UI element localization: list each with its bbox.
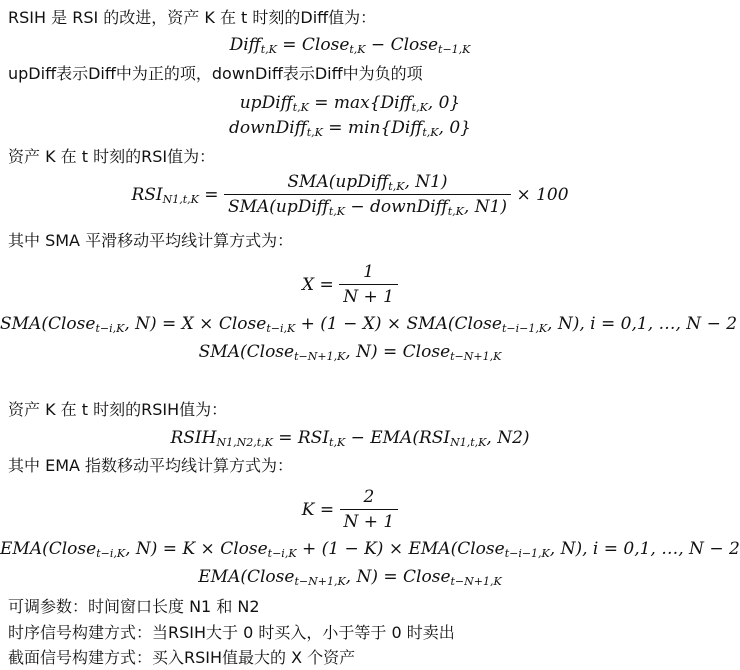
sma-initial-formula: SMA(Close$_{t-N+1,K}$, N) = Close$_{t-N+1,K}$ (198, 342, 502, 363)
sma-x-lhs: X = (302, 274, 334, 295)
ema-k-fraction (340, 487, 399, 532)
sma-x-formula (0, 262, 700, 307)
ema-initial-formula: EMA(Close$_{t-N+1,K}$, N) = Close$_{t-N+1,K}$ (198, 567, 502, 588)
ema-k-lhs: K = (301, 499, 335, 520)
sma-x-fraction (339, 262, 398, 307)
sma-recursion-formula: SMA(Close$_{t-i,K}$, N) = X × Close$_{t-i,K}$ + (1 − X) × SMA(Close$_{t-i-1,K}$, N), i = 0,1, …, N − 2 (0, 314, 738, 335)
rsih-formula: $RSIH_{N1,N2,t,K} = RSI_{t,K} - EMA(RSI_{N1,t,K}$, N2) (170, 428, 530, 449)
rsi-numerator: SMA(upDiff$_{t,K}$, N1) (224, 172, 511, 195)
updiff-formula: upDiff$_{t,K}$ = max{Diff$_{t,K}$, 0} (239, 93, 461, 114)
rsi-fraction (224, 172, 511, 217)
sma-x-numerator: 1 (339, 262, 398, 285)
rsi-denominator: SMA(upDiff$_{t,K}$ − downDiff$_{t,K}$, N1) (227, 197, 508, 218)
rsih-intro-text: 资产 K 在 t 时刻的RSIH值为： (8, 400, 228, 419)
diff-formula: Diff$_{t,K}$ = Close$_{t,K}$ − Close$_{t-1,K}$ (229, 35, 471, 56)
sma-x-denominator: N + 1 (343, 287, 394, 307)
timeseries-signal-text: 时序信号构建方式：当RSIH大于 0 时买入，小于等于 0 时卖出 (8, 623, 455, 642)
crosssection-signal-text: 截面信号构建方式：买入RSIH值最大的 X 个资产 (8, 648, 356, 667)
intro-text: RSIH 是 RSI 的改进，资产 K 在 t 时刻的Diff值为： (8, 8, 377, 27)
ema-k-formula (0, 487, 700, 532)
rsi-lhs: $RSI_{N1,t,K}$ = (131, 184, 219, 206)
ema-recursion-formula: EMA(Close$_{t-i,K}$, N) = K × Close$_{t-i,K}$ + (1 − K) × EMA(Close$_{t-i-1,K}$, N), i = 0,1, …, N − 2 (0, 539, 740, 560)
ema-intro-text: 其中 EMA 指数移动平均线计算方式为： (8, 456, 294, 475)
sma-intro-text: 其中 SMA 平滑移动平均线计算方式为： (8, 231, 294, 250)
ema-k-denominator: N + 1 (343, 512, 395, 532)
rsi-multiplier: × 100 (516, 184, 569, 205)
rsi-formula (0, 172, 700, 217)
params-text: 可调参数：时间窗口长度 N1 和 N2 (8, 597, 260, 616)
downdiff-formula: downDiff$_{t,K}$ = min{Diff$_{t,K}$, 0} (229, 118, 471, 139)
ema-k-numerator: 2 (340, 487, 399, 510)
updiff-downdiff-definition: upDiff表示Diff中为正的项，downDiff表示Diff中为负的项 (8, 64, 423, 83)
rsi-intro-text: 资产 K 在 t 时刻的RSI值为： (8, 147, 216, 166)
